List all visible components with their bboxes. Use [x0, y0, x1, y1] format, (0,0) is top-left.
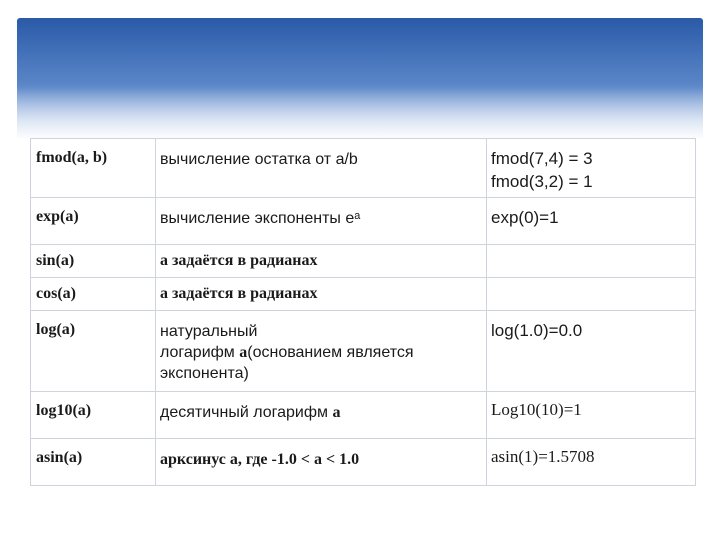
function-cell [31, 139, 156, 198]
function-description [156, 392, 486, 423]
example-cell [487, 439, 696, 486]
table-row [31, 245, 696, 278]
description-variable: а [239, 344, 248, 361]
function-name: log(a) [36, 321, 76, 338]
function-cell [31, 439, 156, 486]
description-cell [156, 278, 487, 311]
function-example: log(1.0)=0.0 [491, 321, 583, 340]
function-name: cos(a) [36, 285, 76, 302]
description-part: логарифм [160, 344, 240, 361]
function-description: а задаётся в радианах [160, 252, 318, 269]
example-cell [487, 278, 696, 311]
table-row [31, 311, 696, 392]
function-name: log10(a) [36, 402, 92, 419]
table-row [31, 439, 696, 486]
function-example [487, 245, 695, 253]
function-example: exp(0)=1 [491, 208, 559, 227]
description-cell [156, 198, 487, 245]
slide-header-band [17, 18, 703, 138]
example-cell [487, 311, 696, 392]
example-cell [487, 245, 696, 278]
function-description [156, 311, 486, 384]
function-example: fmod(7,4) = 3 fmod(3,2) = 1 [491, 149, 593, 191]
function-cell [31, 278, 156, 311]
function-name: fmod(a, b) [36, 149, 108, 166]
description-part: (основанием является экспонента) [160, 344, 414, 382]
description-variable: а [332, 404, 341, 421]
table-row [31, 278, 696, 311]
function-example: Log10(10)=1 [491, 400, 582, 419]
example-cell [487, 198, 696, 245]
description-cell [156, 245, 487, 278]
example-cell [487, 392, 696, 439]
function-name: sin(a) [36, 252, 75, 269]
header-glow [17, 88, 703, 138]
example-cell [487, 139, 696, 198]
function-example [487, 278, 695, 286]
description-part: десятичный логарифм [160, 404, 333, 421]
description-cell [156, 139, 487, 198]
description-cell [156, 311, 487, 392]
table-row [31, 198, 696, 245]
function-description: а задаётся в радианах [160, 285, 318, 302]
function-name: exp(a) [36, 208, 79, 225]
function-cell [31, 245, 156, 278]
function-cell [31, 311, 156, 392]
function-name: asin(a) [36, 449, 83, 466]
function-description: арксинус а, где -1.0 < а < 1.0 [160, 451, 360, 468]
function-description: вычисление экспоненты eᵃ [160, 210, 361, 227]
description-part: натуральный [160, 323, 258, 340]
functions-table [30, 138, 696, 486]
function-example: asin(1)=1.5708 [491, 447, 595, 466]
function-cell [31, 392, 156, 439]
description-cell [156, 392, 487, 439]
function-cell [31, 198, 156, 245]
table-row [31, 392, 696, 439]
table-row [31, 139, 696, 198]
description-cell [156, 439, 487, 486]
function-description: вычисление остатка от a/b [160, 151, 358, 168]
